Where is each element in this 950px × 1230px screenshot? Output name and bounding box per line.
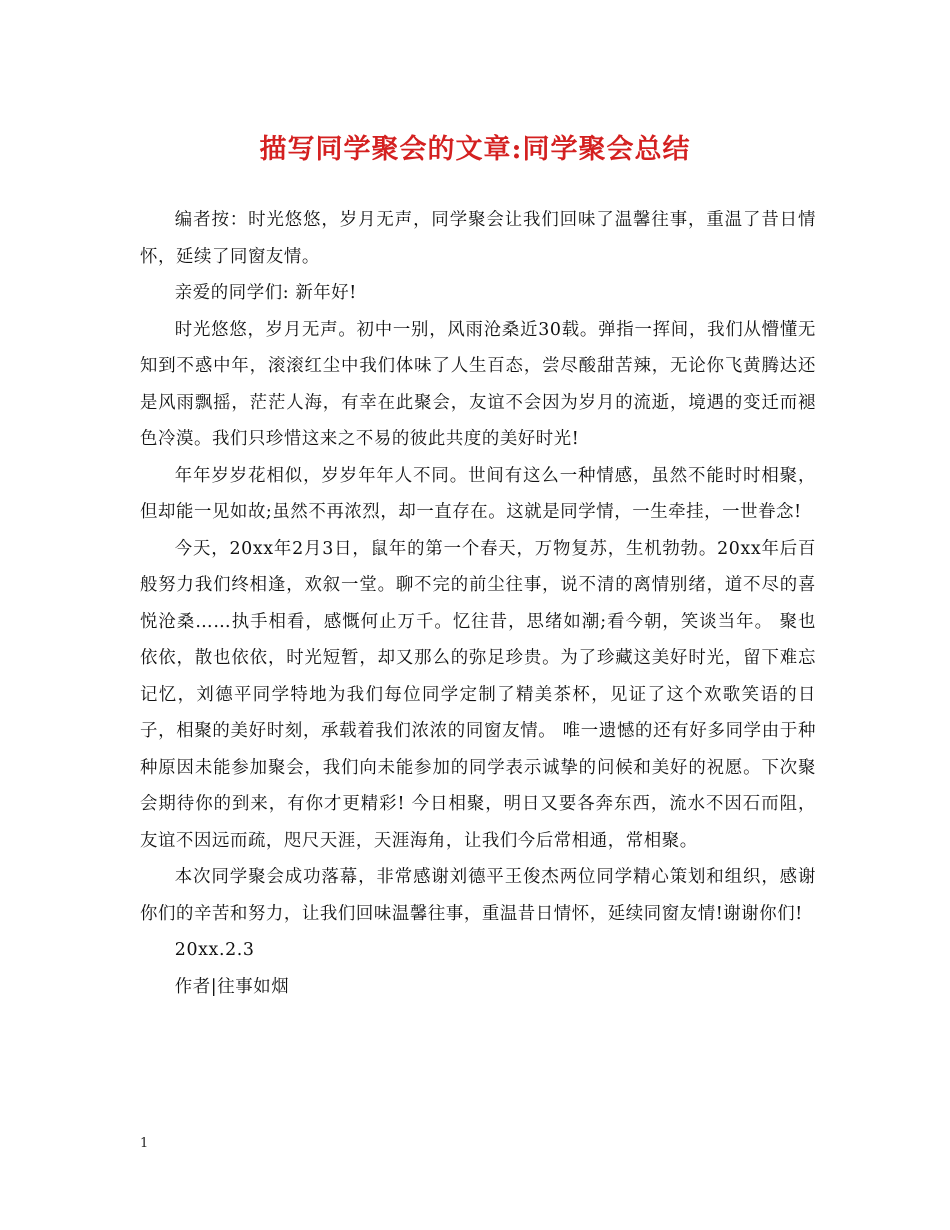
article-body — [140, 202, 816, 1005]
paragraph-date: 20xx.2.3 — [174, 940, 255, 960]
paragraph-greeting: 亲爱的同学们: 新年好! — [174, 283, 357, 303]
paragraph-author: 作者|往事如烟 — [174, 976, 290, 997]
paragraph-thanks: 本次同学聚会成功落幕，非常感谢刘德平王俊杰两位同学精心策划和组织，感谢你们的辛苦和努力，让我们回味温馨往事，重温昔日情怀，延续同窗友情!谢谢你们! — [140, 867, 816, 924]
article-title: 描写同学聚会的文章:同学聚会总结 — [259, 134, 691, 165]
paragraph-time-passes: 时光悠悠，岁月无声。初中一别，风雨沧桑近30载。弹指一挥间，我们从懵懂无知到不惑中年，滚滚红尘中我们体味了人生百态，尝尽酸甜苦辣，无论你飞黄腾达还是风雨飘摇，茫茫人海，有幸在此聚会，友谊不会因为岁月的流逝，境遇的变迁而褪色冷漠。我们只珍惜这来之不易的彼此共度的美好时光! — [140, 319, 816, 449]
page-number: 1 — [140, 1136, 149, 1151]
paragraph-editor-note: 编者按：时光悠悠，岁月无声，同学聚会让我们回味了温馨往事，重温了昔日情怀，延续了同窗友情。 — [140, 210, 816, 267]
paragraph-friendship: 年年岁岁花相似，岁岁年年人不同。世间有这么一种情感，虽然不能时时相聚，但却能一见如故;虽然不再浓烈，却一直存在。这就是同学情，一生牵挂，一世眷念! — [140, 465, 816, 522]
paragraph-reunion-today: 今天，20xx年2月3日，鼠年的第一个春天，万物复苏，生机勃勃。20xx年后百般努力我们终相逢，欢叙一堂。聊不完的前尘往事，说不清的离情别绪，道不尽的喜悦沧桑……执手相看，感慨何止万千。忆往昔，思绪如潮;看今朝，笑谈当年。 聚也依依，散也依依，时光短暂，却又那么的弥足珍贵。为了珍藏这美好时光，留下难忘记忆，刘德平同学特地为我们每位同学定制了精美茶杯，见证了这个欢歌笑语的日子，相聚的美好时刻，承载着我们浓浓的同窗友情。 唯一遗憾的还有好多同学由于种种原因未能参加聚会，我们向未能参加的同学表示诚挚的问候和美好的祝愿。下次聚会期待你的到来，有你才更精彩! 今日相聚，明日又要各奔东西，流水不因石而阻，友谊不因远而疏，咫尺天涯，天涯海角，让我们今后常相通，常相聚。 — [140, 538, 816, 851]
